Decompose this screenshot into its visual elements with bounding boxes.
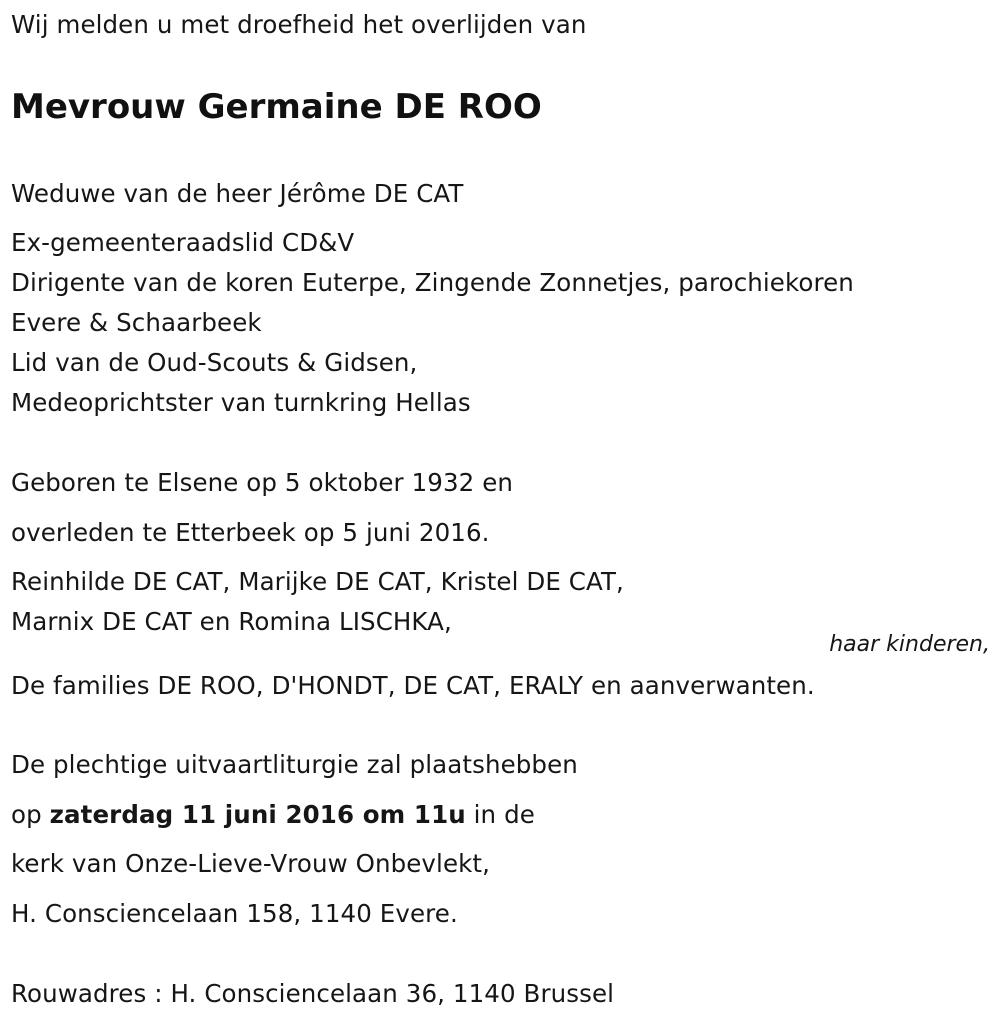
funeral-datetime: zaterdag 11 juni 2016 om 11u <box>49 800 466 829</box>
bio-line-scouts: Lid van de Oud-Scouts & Gidsen, <box>11 348 418 377</box>
bio-line-places: Evere & Schaarbeek <box>11 308 262 337</box>
bio-line-council: Ex-gemeenteraadslid CD&V <box>11 228 355 257</box>
children-role: haar kinderen, <box>829 632 990 657</box>
intro-text: Wij melden u met droefheid het overlijden van <box>11 10 587 39</box>
funeral-church: kerk van Onze-Lieve-Vrouw Onbevlekt, <box>11 849 490 878</box>
funeral-date-suffix: in de <box>465 800 535 829</box>
funeral-date-prefix: op <box>11 800 50 829</box>
children-line-2: Marnix DE CAT en Romina LISCHKA, <box>11 607 452 636</box>
widow-line: Weduwe van de heer Jérôme DE CAT <box>11 179 464 208</box>
families-line: De families DE ROO, D'HONDT, DE CAT, ERALY en aanverwanten. <box>11 671 815 700</box>
funeral-address: H. Consciencelaan 158, 1140 Evere. <box>11 899 458 928</box>
funeral-date-line <box>11 800 535 830</box>
mourning-address: Rouwadres : H. Consciencelaan 36, 1140 Brussel <box>11 979 615 1008</box>
bio-line-founder: Medeoprichtster van turnkring Hellas <box>11 388 471 417</box>
death-line: overleden te Etterbeek op 5 juni 2016. <box>11 518 490 547</box>
funeral-intro: De plechtige uitvaartliturgie zal plaatshebben <box>11 750 578 779</box>
birth-line: Geboren te Elsene op 5 oktober 1932 en <box>11 468 514 497</box>
bio-line-conductor: Dirigente van de koren Euterpe, Zingende Zonnetjes, parochiekoren <box>11 268 854 297</box>
children-line-1: Reinhilde DE CAT, Marijke DE CAT, Kristel DE CAT, <box>11 567 624 596</box>
deceased-name: Mevrouw Germaine DE ROO <box>11 87 542 127</box>
